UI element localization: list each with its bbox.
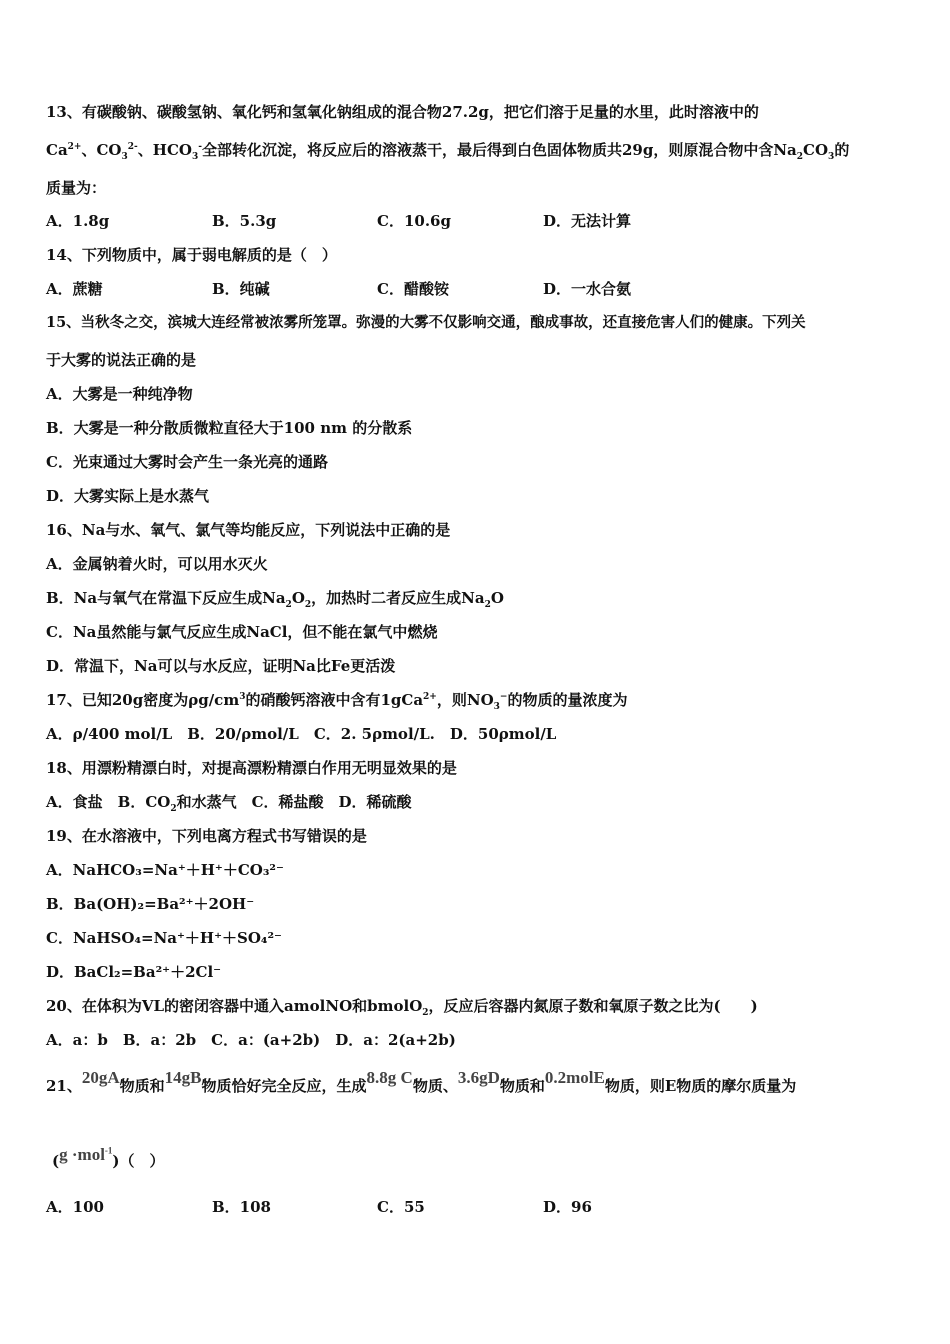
q14-option-b: B．纯碱	[212, 280, 270, 298]
q16-option-d: D．常温下，Na可以与水反应，证明Na比Fe更活泼	[46, 657, 396, 675]
q15-option-d: D．大雾实际上是水蒸气	[46, 487, 210, 505]
q15-option-b: B．大雾是一种分散质微粒直径大于100 nm 的分散系	[46, 419, 413, 437]
q21-stem: 21、20gA物质和14gB物质恰好完全反应，生成8.8g C物质、3.6gD物质和0.2molE物质，则E物质的摩尔质量为	[46, 1068, 797, 1095]
q15-option-c: C．光束通过大雾时会产生一条光亮的通路	[46, 453, 328, 471]
q21-formula-1: 20gA	[81, 1068, 120, 1087]
q14-option-a: A．蔗糖	[46, 280, 103, 298]
q13-line1: 13、有碳酸钠、碳酸氢钠、氧化钙和氢氧化钠组成的混合物27.2g，把它们溶于足量的水里，此时溶液中的	[46, 103, 759, 121]
q17-options: A．ρ/400 mol/L B．20/ρmol/L C．2. 5ρmol/L. D．50ρmol/L	[46, 725, 557, 743]
q18-stem: 18、用漂粉精漂白时，对提高漂粉精漂白作用无明显效果的是	[46, 759, 457, 777]
q21-formula-2: 14gB	[164, 1068, 202, 1087]
q21-formula-5: 0.2molE	[544, 1068, 605, 1087]
q15-line2: 于大雾的说法正确的是	[46, 351, 197, 369]
q18-options: A．食盐 B．$CO_2$和水蒸气 C．稀盐酸 D．稀硫酸	[46, 793, 412, 814]
q16-option-a: A．金属钠着火时，可以用水灭火	[46, 555, 268, 573]
q19-option-d: D．BaCl₂=Ba²⁺＋2Cl⁻	[46, 963, 222, 981]
q21-formula-4: 3.6gD	[457, 1068, 500, 1087]
q13-line2: $Ca^{2+}$、$CO_3^{2-}$、$HCO_3^-$全部转化沉淀，将反应后的溶液蒸干，最后得到白色固体物质共29g，则原混合物中含$Na_2CO_3$的	[46, 141, 850, 162]
q21-option-c: C．55	[377, 1198, 425, 1216]
q19-stem: 19、在水溶液中，下列电离方程式书写错误的是	[46, 827, 367, 845]
q13-option-b: B．5.3g	[212, 212, 277, 230]
q16-stem: 16、Na与水、氧气、氯气等均能反应，下列说法中正确的是	[46, 521, 451, 539]
q21-option-d: D．96	[543, 1198, 592, 1216]
q15-option-a: A．大雾是一种纯净物	[46, 385, 193, 403]
q21-formula-3: 8.8g C	[366, 1068, 413, 1087]
q21-option-a: A．100	[46, 1198, 104, 1216]
q15-line1: 15、当秋冬之交，滨城大连经常被浓雾所笼罩。弥漫的大雾不仅影响交通，酿成事故，还直接危害人们的健康。下列关	[46, 314, 806, 331]
q13-option-c: C．10.6g	[377, 212, 451, 230]
q13-option-a: A．1.8g	[46, 212, 110, 230]
q13-line3: 质量为：	[46, 179, 107, 197]
q14-option-c: C．醋酸铵	[377, 280, 449, 298]
q16-option-b: B．Na与氧气在常温下反应生成$Na_2O_2$，加热时二者反应生成$Na_2O$	[46, 589, 504, 610]
q17-stem: 17、已知20g密度为$\rho g/cm^3$的硝酸钙溶液中含有1gCa$^{2+}$，则$NO_3^-$的物质的量浓度为	[46, 691, 628, 712]
q14-option-d: D．一水合氨	[543, 280, 632, 298]
q19-option-b: B．Ba(OH)₂=Ba²⁺＋2OH⁻	[46, 895, 255, 913]
q21-unit: g ·mol$^{-1}$	[59, 1145, 113, 1164]
q19-option-c: C．NaHSO₄=Na⁺＋H⁺＋SO₄²⁻	[46, 929, 282, 947]
q21-unit-line: (g ·mol$^{-1}$)（ ）	[52, 1145, 165, 1170]
q16-option-c: C．Na虽然能与氯气反应生成NaCl，但不能在氯气中燃烧	[46, 623, 438, 641]
q20-stem: 20、在体积为VL的密闭容器中通入amolNO和bmolO$_2$，反应后容器内氮原子数和氧原子数之比为( )	[46, 997, 758, 1018]
q19-option-a: A．NaHCO₃=Na⁺＋H⁺＋CO₃²⁻	[46, 861, 284, 879]
q13-option-d: D．无法计算	[543, 212, 632, 230]
q20-options: A．a：b B．a：2b C．a：(a+2b) D．a：2(a+2b)	[46, 1031, 456, 1049]
q21-option-b: B．108	[212, 1198, 271, 1216]
q14-stem: 14、下列物质中，属于弱电解质的是（ ）	[46, 246, 337, 264]
